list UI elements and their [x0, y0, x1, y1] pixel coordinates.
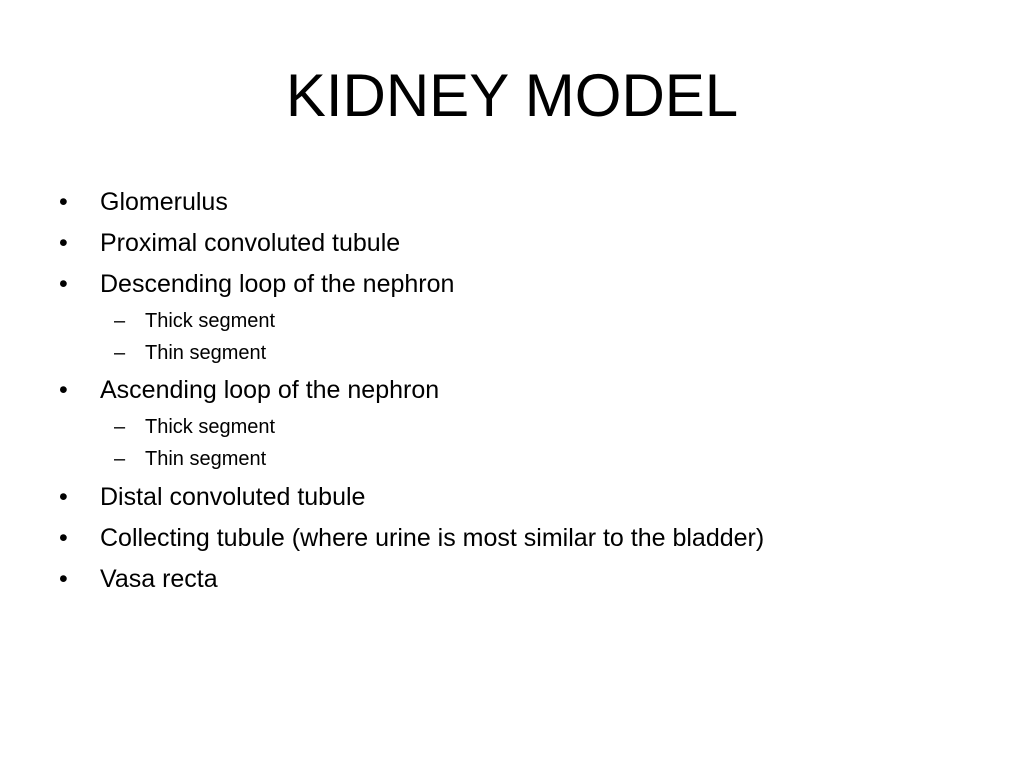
sub-bullet-marker: –	[114, 448, 126, 470]
sub-bullet-marker: –	[114, 416, 126, 438]
list-item-proximal-convoluted-tubule: Proximal convoluted tubule	[100, 229, 401, 257]
bullet-marker: •	[59, 376, 68, 404]
list-item-collecting-tubule: Collecting tubule (where urine is most similar to the bladder)	[100, 524, 765, 552]
sub-bullet-marker: –	[114, 342, 126, 364]
sub-item-descending-thick-segment: Thick segment	[145, 310, 276, 332]
list-item-ascending-loop: Ascending loop of the nephron	[100, 376, 440, 404]
slide-title: KIDNEY MODEL	[285, 62, 739, 129]
list-item-descending-loop: Descending loop of the nephron	[100, 270, 455, 298]
bullet-marker: •	[59, 524, 68, 552]
sub-item-ascending-thick-segment: Thick segment	[145, 416, 276, 438]
bullet-marker: •	[59, 188, 68, 216]
list-item-glomerulus: Glomerulus	[100, 188, 228, 216]
sub-item-descending-thin-segment: Thin segment	[145, 342, 267, 364]
bullet-marker: •	[59, 270, 68, 298]
sub-bullet-marker: –	[114, 310, 126, 332]
bullet-marker: •	[59, 483, 68, 511]
bullet-marker: •	[59, 229, 68, 257]
list-item-distal-convoluted-tubule: Distal convoluted tubule	[100, 483, 366, 511]
bullet-marker: •	[59, 565, 68, 593]
sub-item-ascending-thin-segment: Thin segment	[145, 448, 267, 470]
list-item-vasa-recta: Vasa recta	[100, 565, 218, 593]
